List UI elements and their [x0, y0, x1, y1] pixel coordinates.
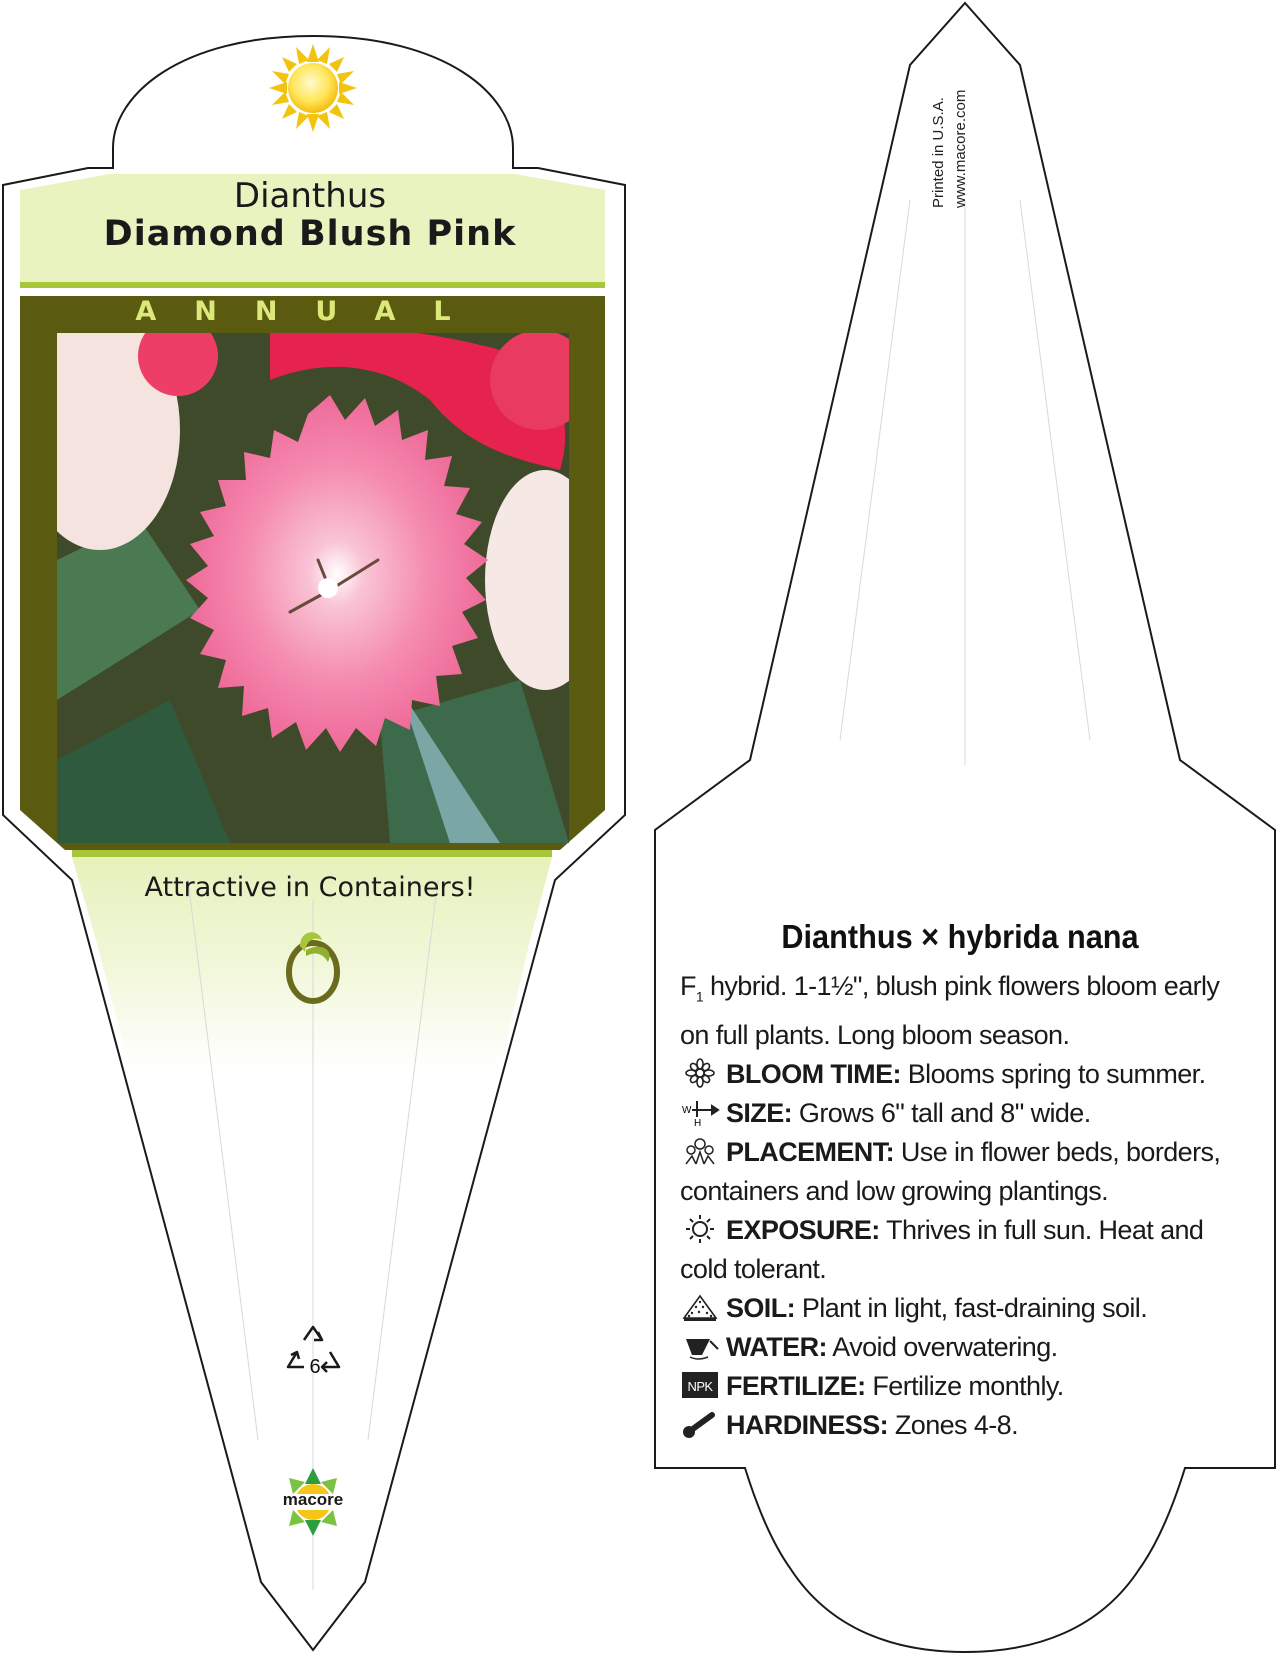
care-item-exposure — [680, 1211, 1255, 1289]
category-label: ANNUAL — [135, 296, 489, 327]
npk-text: NPK — [687, 1379, 713, 1395]
care-text: Avoid overwatering. — [826, 1332, 1058, 1363]
care-text: Thrives in full sun. Heat and cold tolerant. — [680, 1215, 1204, 1285]
description-subscript: 1 — [695, 988, 704, 1005]
care-label: BLOOM TIME: — [726, 1059, 901, 1090]
description-prefix: F — [680, 971, 696, 1001]
care-text: Grows 6" tall and 8" wide. — [792, 1098, 1091, 1129]
care-text: Zones 4-8. — [888, 1410, 1018, 1441]
soil-pile-icon — [680, 1292, 720, 1322]
size-h-letter: H — [694, 1118, 701, 1128]
front-tag — [3, 36, 625, 1650]
description — [680, 967, 1255, 1055]
care-text: Blooms spring to summer. — [900, 1059, 1206, 1090]
common-name: Dianthus — [233, 176, 387, 216]
care-item-bloom-time — [680, 1055, 1255, 1094]
care-item-hardiness — [680, 1406, 1255, 1445]
title-rule — [20, 282, 605, 288]
printed-info — [928, 90, 972, 208]
brand-name: macore — [282, 1490, 344, 1509]
care-label: EXPOSURE: — [726, 1215, 880, 1246]
lower-rule — [72, 850, 552, 857]
botanical-name: Dianthus × hybrida nana — [781, 918, 1139, 955]
care-text: Plant in light, fast-draining soil. — [795, 1293, 1148, 1324]
bloom-flower-icon — [680, 1058, 720, 1088]
care-item-water — [680, 1328, 1255, 1367]
size-wh-icon — [680, 1097, 720, 1127]
placement-flowers-icon — [680, 1136, 720, 1166]
care-instructions — [680, 967, 1255, 1445]
sun-icon — [269, 44, 357, 132]
care-label: HARDINESS: — [726, 1410, 889, 1441]
thermometer-icon — [680, 1409, 720, 1439]
care-text: Use in flower beds, borders, containers and low growing plantings. — [680, 1137, 1221, 1207]
care-item-soil — [680, 1289, 1255, 1328]
fertilizer-npk-icon — [680, 1370, 720, 1400]
website: www.macore.com — [952, 89, 969, 208]
care-label: FERTILIZE: — [726, 1371, 866, 1402]
watering-can-icon — [680, 1331, 720, 1361]
tagline: Attractive in Containers! — [144, 872, 476, 903]
recycle-code: 6 — [309, 1356, 321, 1378]
exposure-sun-icon — [680, 1214, 720, 1244]
care-item-fertilize — [680, 1367, 1255, 1406]
care-label: WATER: — [726, 1332, 827, 1363]
flower-photo — [20, 310, 605, 843]
description-text: hybrid. 1-1½", blush pink flowers bloom early on full plants. Long bloom season. — [680, 971, 1220, 1051]
care-item-placement — [680, 1133, 1255, 1211]
care-text: Fertilize monthly. — [865, 1371, 1064, 1402]
printed-in: Printed in U.S.A. — [930, 97, 947, 208]
care-label: SOIL: — [726, 1293, 795, 1324]
care-label: SIZE: — [726, 1098, 793, 1129]
size-w-letter: W — [682, 1105, 691, 1117]
care-item-size — [680, 1094, 1255, 1133]
variety-name: Diamond Blush Pink — [103, 214, 517, 254]
care-label: PLACEMENT: — [726, 1137, 894, 1168]
